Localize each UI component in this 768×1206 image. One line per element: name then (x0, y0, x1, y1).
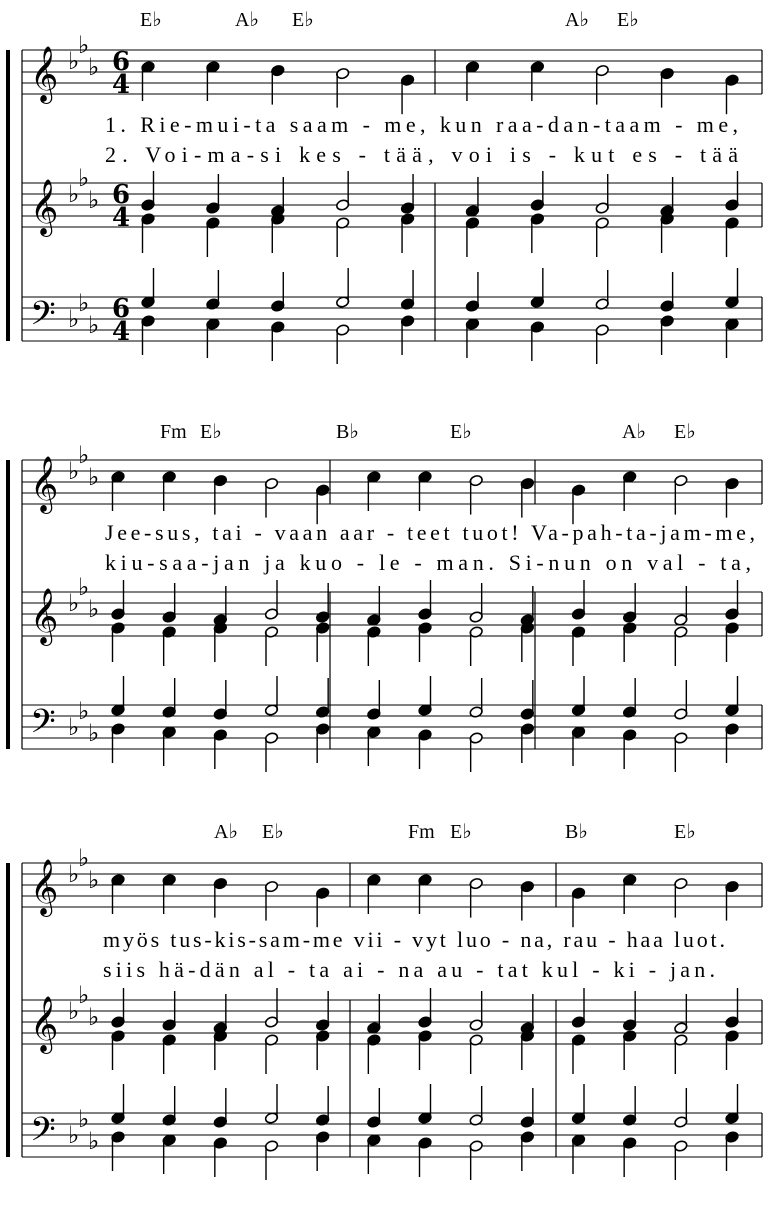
key-signature-flat: ♭ (88, 719, 100, 747)
chord-symbol: Fm (160, 421, 187, 443)
bass-clef-icon: 𝄢 (30, 295, 56, 341)
key-signature-flat: ♭ (68, 305, 80, 333)
chord-symbol: Fm (408, 821, 435, 843)
bass-clef-icon: 𝄢 (30, 703, 56, 749)
key-signature-flat: ♭ (78, 697, 90, 725)
key-signature-flat: ♭ (78, 844, 90, 872)
time-signature-bottom: 4 (112, 70, 131, 100)
chord-symbol: A♭ (565, 9, 589, 31)
key-signature-flat: ♭ (78, 441, 90, 469)
treble-clef-icon: 𝄞 (30, 179, 59, 235)
key-signature-flat: ♭ (88, 595, 100, 623)
treble-clef-icon: 𝄞 (30, 859, 59, 915)
key-signature-flat: ♭ (68, 713, 80, 741)
chord-symbol: E♭ (617, 9, 639, 31)
key-signature-flat: ♭ (68, 1121, 80, 1149)
time-signature-bottom: 4 (112, 317, 131, 347)
treble-clef-icon: 𝄞 (30, 588, 59, 644)
key-signature-flat: ♭ (68, 180, 80, 208)
treble-clef-icon: 𝄞 (30, 456, 59, 512)
bass-clef-icon: 𝄢 (30, 1111, 56, 1157)
key-signature-flat: ♭ (88, 186, 100, 214)
time-signature-top: 6 (112, 47, 131, 77)
system-1 (105, 9, 738, 167)
key-signature-flat: ♭ (78, 573, 90, 601)
chord-symbol: E♭ (674, 421, 696, 443)
key-signature-flat: ♭ (78, 164, 90, 192)
key-signature-flat: ♭ (68, 589, 80, 617)
chord-symbol: A♭ (235, 9, 259, 31)
lyric-verse-2: kiu-saa-jan ja kuo - le - man. Si-nun on val - ta, (105, 550, 751, 575)
key-signature-flat: ♭ (88, 1003, 100, 1031)
lyric-verse-2: 2. Voi-ma-si kes - tää, voi is - kut es - tää (105, 142, 738, 167)
key-signature-flat: ♭ (88, 1127, 100, 1155)
chord-symbol: E♭ (292, 9, 314, 31)
key-signature-flat: ♭ (88, 866, 100, 894)
lyric-verse-2: siis hä-dän al - ta ai - na au - tat kul - ki - jan. (103, 957, 715, 982)
chord-symbol: E♭ (262, 821, 284, 843)
chord-symbol: B♭ (336, 421, 359, 443)
lyric-verse-1: myös tus-kis-sam-me vii - vyt luo - na, rau - haa luot. (103, 927, 725, 952)
music-notation (8, 31, 762, 1180)
chord-symbol: A♭ (214, 821, 238, 843)
time-signature-top: 6 (112, 294, 131, 324)
lyric-verse-1: 1. Rie-mui-ta saam - me, kun raa-dan-taam - me, (105, 112, 738, 137)
chord-symbol: A♭ (622, 421, 646, 443)
treble-clef-icon: 𝄞 (30, 996, 59, 1052)
chord-symbol: E♭ (450, 421, 472, 443)
treble-clef-icon: 𝄞 (30, 46, 59, 102)
key-signature-flat: ♭ (88, 463, 100, 491)
chord-symbol: B♭ (565, 821, 588, 843)
key-signature-flat: ♭ (68, 860, 80, 888)
key-signature-flat: ♭ (68, 47, 80, 75)
key-signature-flat: ♭ (78, 1105, 90, 1133)
system-2 (105, 421, 755, 575)
key-signature-flat: ♭ (68, 997, 80, 1025)
chord-symbol: E♭ (140, 9, 162, 31)
key-signature-flat: ♭ (78, 981, 90, 1009)
key-signature-flat: ♭ (68, 457, 80, 485)
lyric-verse-1: Jee-sus, tai - vaan aar - teet tuot! Va-pah-ta-jam-me, (105, 520, 755, 545)
key-signature-flat: ♭ (78, 31, 90, 59)
key-signature-flat: ♭ (78, 289, 90, 317)
key-signature-flat: ♭ (88, 311, 100, 339)
system-3 (103, 821, 725, 982)
chord-symbol: E♭ (200, 421, 222, 443)
key-signature-flat: ♭ (88, 53, 100, 81)
time-signature-top: 6 (112, 180, 131, 210)
time-signature-bottom: 4 (112, 203, 131, 233)
chord-symbol: E♭ (674, 821, 696, 843)
chord-symbol: E♭ (450, 821, 472, 843)
